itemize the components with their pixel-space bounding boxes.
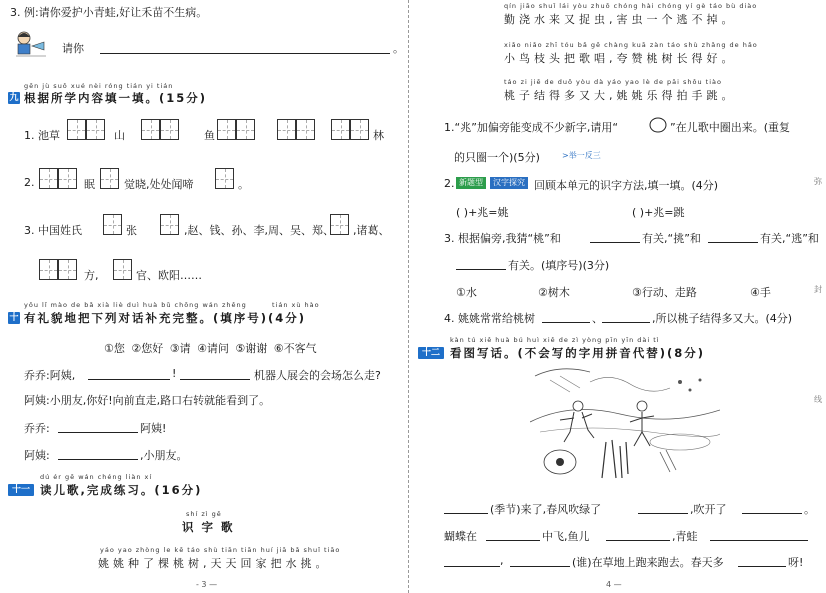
write-blank[interactable] xyxy=(606,539,670,541)
write-blank[interactable] xyxy=(710,539,808,541)
s12-title: 看图写话。(不会写的字用拼音代替)(8分) xyxy=(450,346,706,360)
write-blank[interactable] xyxy=(738,565,786,567)
section-12-badge: 十二 xyxy=(418,347,444,359)
char-box[interactable] xyxy=(103,214,122,235)
char-box[interactable] xyxy=(141,119,160,140)
section-10-badge: 十 xyxy=(9,313,19,323)
q3-blank[interactable] xyxy=(708,241,758,243)
s10-options: ①您 ②您好 ③请 ④请问 ⑤谢谢 ⑥不客气 xyxy=(104,342,317,355)
right-page: qín jiāo shuǐ lái yòu zhuō chóng hài chóng yí gè táo bù diào 勤浇水来又捉虫,害虫一个逃不掉。 xiǎo niǎo zhī tóu bǎ gē chàng kuā zàn táo shù zhǎng de hǎo 小鸟枝头把歌唱,夸赞桃树长得好。 táo zi jiē de duō yòu dà yáo yao lè de pāi shǒu tiào 桃子结得多又大,姚姚乐得拍手跳。 1.“兆”加偏旁能变成不少新字,请用“ ”在儿歌中圈出来。(重复 的只圈一个)(5分) >举一反三 2. 新题型 汉字探究 回顾本单元的识字方法,填一填。(4分) ( )+兆=姚 ( )+兆=跳 3. 根据偏旁,我猜“桃”和 有关,“挑”和 有关,“逃”和 有关。(填序号)(3分) ①水 ②树木 ③行动、走路 ④手 4. 姚姚常常给桃树 、 ,所以桃子结得多又大。(4分) kàn tú xiě huà bú huì xiě de zì yòng pīn yīn dài tì 十二 看图写话。(不会写的字用拼音代替)(8分) (季节)来了,春风吹绿了 ,吹开了 。 蝴蝶在 中飞,鱼儿 ,青蛙 , (谁)在草地上跑来跑去。春天多 呀! 弥 封 线 4 — xyxy=(410,0,826,593)
dialog-blank[interactable] xyxy=(58,458,138,460)
binding-mark: 弥 xyxy=(814,177,822,186)
char-box[interactable] xyxy=(100,168,119,189)
char-box[interactable] xyxy=(39,168,58,189)
char-box[interactable] xyxy=(277,119,296,140)
dialog-blank[interactable] xyxy=(88,378,170,380)
spring-scene-illustration xyxy=(530,362,720,480)
s10-title: 有礼貌地把下列对话补充完整。(填序号)(4分) xyxy=(24,311,307,325)
q4-blank[interactable] xyxy=(542,321,590,323)
section-9-badge: 九 xyxy=(9,93,19,103)
char-box[interactable] xyxy=(331,119,350,140)
q3-prompt: 请你 xyxy=(62,42,84,55)
char-box[interactable] xyxy=(350,119,369,140)
s9-title: 根据所学内容填一填。(15分) xyxy=(24,91,208,105)
tag-extension: >举一反三 xyxy=(562,151,601,160)
q2-fill-a[interactable]: ( )+兆=姚 xyxy=(456,206,509,219)
char-box[interactable] xyxy=(113,259,132,280)
child-watering-illustration xyxy=(12,30,48,58)
char-box[interactable] xyxy=(39,259,58,280)
q4-blank[interactable] xyxy=(602,321,650,323)
q3-answer-blank[interactable] xyxy=(100,52,390,54)
s12-pinyin: kàn tú xiě huà bú huì xiě de zì yòng pīn yīn dài tì xyxy=(450,336,660,344)
write-blank[interactable] xyxy=(742,512,802,514)
char-box[interactable] xyxy=(58,259,77,280)
page-number: - 3 — xyxy=(196,580,218,589)
write-blank[interactable] xyxy=(486,539,540,541)
tag-explore: 汉字探究 xyxy=(490,177,528,189)
poem-title: 识字歌 xyxy=(182,520,241,534)
write-blank[interactable] xyxy=(510,565,570,567)
q2-fill-b[interactable]: ( )+兆=跳 xyxy=(632,206,685,219)
char-box[interactable] xyxy=(330,214,349,235)
write-blank[interactable] xyxy=(444,565,500,567)
char-box[interactable] xyxy=(160,119,179,140)
q3-example: 3. 例:请你爱护小青蛙,好让禾苗不生病。 xyxy=(10,6,208,19)
page-number: 4 — xyxy=(606,580,622,589)
char-box[interactable] xyxy=(215,168,234,189)
char-box[interactable] xyxy=(67,119,86,140)
poem-line: 姚姚种了棵桃树,天天回家把水挑。 xyxy=(98,557,331,570)
poem-line: 勤浇水来又捉虫,害虫一个逃不掉。 xyxy=(504,13,737,26)
s9-pinyin: gēn jù suǒ xué nèi róng tián yi tián xyxy=(24,82,174,90)
char-box[interactable] xyxy=(236,119,255,140)
s11-pinyin: dú ér gē wán chéng liàn xí xyxy=(40,473,153,481)
char-box[interactable] xyxy=(58,168,77,189)
dialog-blank[interactable] xyxy=(180,378,250,380)
section-11-badge: 十一 xyxy=(8,484,34,496)
s11-title: 读儿歌,完成练习。(16分) xyxy=(40,483,203,497)
binding-mark: 封 xyxy=(814,285,822,294)
char-box[interactable] xyxy=(296,119,315,140)
s10-pinyin: yǒu lǐ mào de bǎ xià liè duì huà bǔ chōng wán zhěng xyxy=(24,301,247,309)
char-box[interactable] xyxy=(160,214,179,235)
tag-new-type: 新题型 xyxy=(456,177,486,189)
dialog-blank[interactable] xyxy=(58,431,138,433)
write-blank[interactable] xyxy=(638,512,688,514)
q3-blank[interactable] xyxy=(590,241,640,243)
char-box[interactable] xyxy=(86,119,105,140)
write-blank[interactable] xyxy=(444,512,488,514)
poem-line: 小鸟枝头把歌唱,夸赞桃树长得好。 xyxy=(504,52,737,65)
binding-mark: 线 xyxy=(814,395,822,404)
q3-blank[interactable] xyxy=(456,268,506,270)
char-box[interactable] xyxy=(217,119,236,140)
poem-line: 桃子结得多又大,姚姚乐得拍手跳。 xyxy=(504,89,737,102)
circle-symbol-icon xyxy=(648,116,668,134)
left-page: 3. 例:请你爱护小青蛙,好让禾苗不生病。 请你 。 gēn jù suǒ xué nèi róng tián yi tián 九 根据所学内容填一填。(15分) 1. 池草 山 鱼 林 2. 眠 觉晓,处处闻啼 。 3. 中国姓氏 张 ,赵、钱、孙、李,周、吴、郑、 ,诸葛、 方, 官、欧阳…… yǒu lǐ mào de bǎ xià liè duì huà bǔ chōng wán zhěng tián xù hào 十 有礼貌地把下列对话补充完整。(填序号)(4分) ①您 ②您好 ③请 ④请问 ⑤谢谢 ⑥不客气 乔乔:阿姨, ! 机器人展会的会场怎么走? 阿姨:小朋友,你好!向前直走,路口右转就能看到了。 乔乔: 阿姨! 阿姨: ,小朋友。 dú ér gē wán chéng liàn xí 十一 读儿歌,完成练习。(16分) shí zì gē 识字歌 yáo yao zhòng le kē táo shù tiān tiān huí jiā bǎ shuǐ tiāo 姚姚种了棵桃树,天天回家把水挑。 - 3 — xyxy=(9,6,404,589)
